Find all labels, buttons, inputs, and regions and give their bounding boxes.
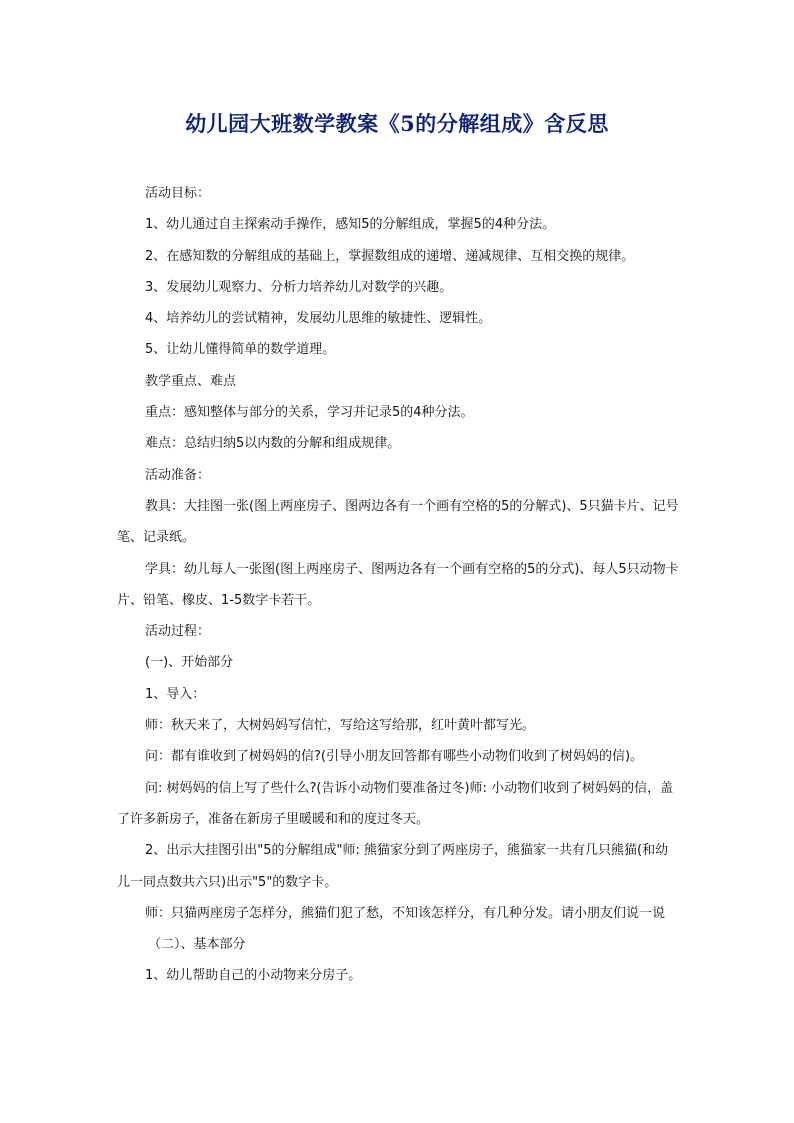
paragraph-goals-heading: 活动目标： (145, 186, 211, 201)
paragraph-goal-3: 3、发展幼儿观察力、分析力培养幼儿对数学的兴趣。 (145, 279, 453, 295)
paragraph-question-1: 问：都有谁收到了树妈妈的信?(引导小朋友回答都有哪些小动物们收到了树妈妈的信)。 (145, 749, 644, 765)
paragraph-section-basic: （二）、基本部分 (148, 937, 246, 953)
paragraph-section-start: (一)、开始部分 (145, 655, 234, 671)
paragraph-goal-2: 2、在感知数的分解组成的基础上，掌握数组成的递增、递减规律、互相交换的规律。 (145, 248, 635, 264)
paragraph-goal-5: 5、让幼儿懂得简单的数学道理。 (145, 342, 336, 358)
paragraph-show-chart: 2、出示大挂图引出"5的分解组成"师: 熊猫家分到了两座房子，熊猫家一共有几只熊猫(和幼儿一同点数共六只)出示"5"的数字卡。 (117, 843, 669, 890)
paragraph-learning-aids: 学具：幼儿每人一张图(图上两座房子、图两边各有一个画有空格的5的分式)、每人5只动物卡片、铅笔、橡皮、1-5数字卡若干。 (117, 561, 679, 608)
paragraph-preparation-heading: 活动准备： (145, 467, 211, 483)
document-body (117, 178, 679, 992)
paragraph-activity-1: 1、幼儿帮助自己的小动物来分房子。 (145, 968, 362, 984)
paragraph-teacher-line-2: 师：只猫两座房子怎样分，熊猫们犯了愁，不知该怎样分，有几种分发。请小朋友们说一说 (145, 905, 666, 921)
paragraph-key-point: 重点：感知整体与部分的关系，学习并记录5的4种分法。 (145, 405, 474, 421)
paragraph-goal-4: 4、培养幼儿的尝试精神，发展幼儿思维的敏捷性、逻辑性。 (145, 311, 492, 327)
paragraph-question-2: 问: 树妈妈的信上写了些什么?(告诉小动物们要准备过冬)师: 小动物们收到了树妈妈的信，盖了许多新房子，准备在新房子里暖暖和和的度过冬天。 (117, 780, 674, 827)
paragraph-goal-1: 1、幼儿通过自主探索动手操作，感知5的分解组成，掌握5的4种分法。 (145, 217, 556, 233)
paragraph-intro-heading: 1、导入： (145, 686, 206, 702)
paragraph-key-points-heading: 教学重点、难点 (145, 373, 237, 389)
document-title: 幼儿园大班数学教案《5的分解组成》含反思 (185, 111, 609, 136)
paragraph-difficulty: 难点：总结归纳5以内数的分解和组成规律。 (145, 436, 401, 452)
paragraph-teaching-aids: 教具：大挂图一张(图上两座房子、图两边各有一个画有空格的5的分解式)、5只猫卡片、记号笔、记录纸。 (117, 498, 679, 546)
paragraph-process-heading: 活动过程： (145, 624, 211, 640)
paragraph-teacher-line-1: 师：秋天来了，大树妈妈写信忙，写给这写给那，红叶黄叶都写光。 (145, 718, 536, 734)
